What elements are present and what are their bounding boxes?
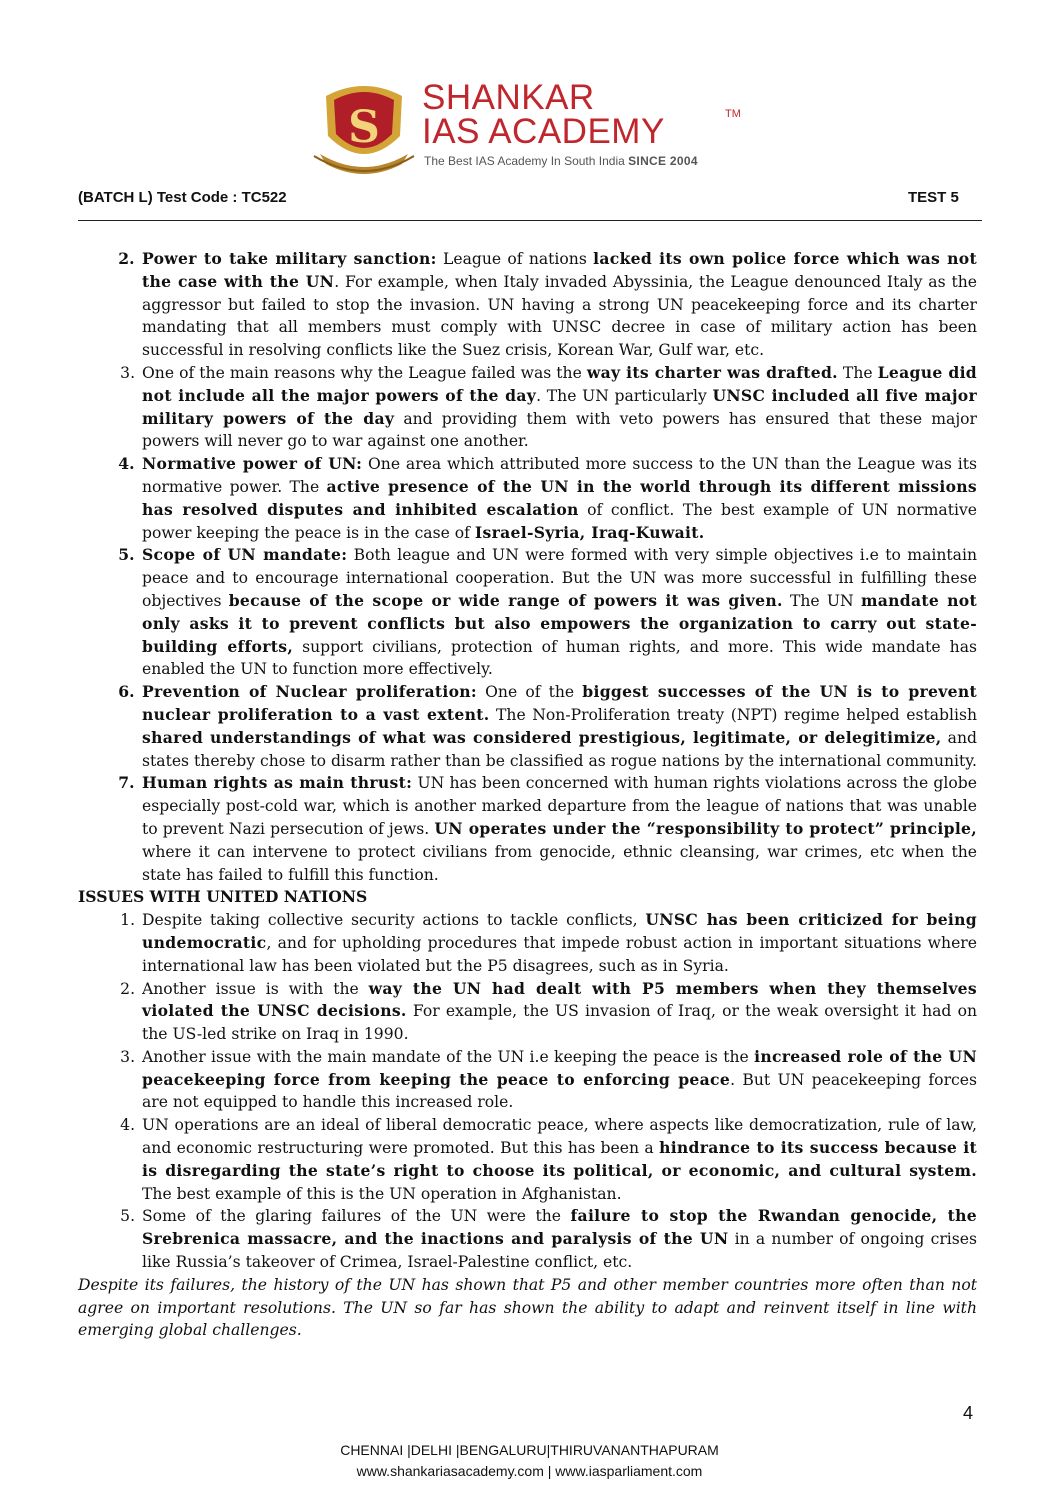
bold-text: way the UN had dealt with P5 members when they themselves violated the UNSC decisions.	[142, 978, 977, 1021]
bold-text: because of the scope or wide range of powers it was given.	[228, 590, 783, 610]
list-item	[140, 909, 977, 977]
body-text: The best example of this is the UN operation in Afghanistan.	[142, 1184, 622, 1203]
body-text: UN has been concerned with human rights violations across the globe especially post-cold war, which is another marked departure from the league of nations that was unable to prevent Nazi persecution of jews.	[142, 774, 977, 838]
bold-text: increased role of the UN peacekeeping force from keeping the peace to enforcing peace	[142, 1046, 977, 1089]
bold-text: active presence of the UN in the world through its different missions has resolved disputes and inhibited escalation	[142, 476, 977, 519]
body-text: UN operations are an ideal of liberal democratic peace, where aspects like democratization, rule of law, and economic restructuring were promoted. But this has been a	[142, 1116, 977, 1158]
body-text: One of the	[476, 683, 583, 702]
bold-text: way its charter was drafted.	[586, 362, 838, 382]
bold-text: Power to take military sanction:	[142, 249, 437, 268]
body-text: Despite taking collective security actions to tackle conflicts,	[142, 911, 646, 930]
list-item	[140, 1114, 977, 1205]
bold-text: Normative power of UN:	[142, 454, 363, 474]
brand-name-line1: SHANKAR	[422, 78, 595, 117]
body-text: . The UN particularly	[536, 386, 713, 405]
body-text: where it can intervene to protect civilians from genocide, ethnic cleansing, war crimes, etc when the state has failed to fulfill this function.	[142, 842, 977, 884]
body-text: in a number of ongoing crises like Russia’s takeover of Crimea, Israel-Palestine conflict, etc.	[142, 1230, 977, 1272]
bold-text: UNSC included all five major military powers of the day	[142, 385, 977, 428]
page-number: 4	[963, 1403, 974, 1423]
section-heading: ISSUES WITH UNITED NATIONS	[78, 887, 368, 907]
body-text: support civilians, protection of human rights, and more. This wide mandate has enabled the UN to function more effectively.	[142, 637, 977, 679]
body-text: One area which attributed more success to the UN than the League was its normative power. The	[142, 455, 977, 496]
body-text: Another issue is with the	[142, 979, 369, 998]
body-text: Both league and UN were formed with very simple objectives i.e to maintain peace and to encourage international cooperation. But the UN was more successful in fulfilling these objectives	[142, 546, 977, 610]
conclusion-paragraph: Despite its failures, the history of the UN has shown that P5 and other member countries more often than not agree on important resolutions. The UN so far has shown the ability to adapt and reinvent itself in line with emerging global challenges.	[78, 1275, 977, 1340]
list-item	[140, 248, 977, 362]
bold-text: failure to stop the Rwandan genocide, the Srebrenica massacre, and the inactions and paralysis of the UN	[142, 1206, 977, 1249]
svg-text:S: S	[348, 102, 380, 153]
bold-text: Prevention of Nuclear proliferation:	[142, 682, 477, 702]
bold-text: Israel-Syria, Iraq-Kuwait.	[474, 522, 705, 542]
list-item	[140, 362, 977, 453]
header-divider	[78, 220, 982, 221]
bold-text: mandate not only asks it to prevent conflicts but also empowers the organization to carry out state-building efforts,	[142, 590, 977, 656]
footer-websites: www.shankariasacademy.com | www.iasparliament.com	[356, 1463, 703, 1479]
body-text: Another issue with the main mandate of the UN i.e keeping the peace is the	[142, 1047, 755, 1066]
list-item	[140, 1046, 977, 1114]
bold-text: biggest successes of the UN is to prevent nuclear proliferation to a vast extent.	[142, 682, 977, 724]
bold-text: UNSC has been criticized for being undemocratic	[142, 910, 977, 952]
body-text: One of the main reasons why the League failed was the	[142, 363, 587, 382]
test-number-label: TEST 5	[908, 189, 959, 206]
academy-logo	[312, 74, 752, 182]
bold-text: UN operates under the “responsibility to protect” principle,	[434, 818, 977, 838]
body-text: For example, the US invasion of Iraq, or the weak oversight it had on the US-led strike on Iraq in 1990.	[142, 1002, 977, 1044]
list-item	[140, 453, 977, 544]
body-text: League of nations	[436, 250, 594, 268]
list-item	[140, 681, 977, 772]
trademark-mark: TM	[725, 108, 741, 120]
body-text: The Non-Proliferation treaty (NPT) regime helped establish	[489, 705, 978, 724]
body-text: and states thereby chose to disarm rather than be classified as rogue nations by the international community.	[142, 728, 977, 770]
bold-text: League did not include all the major powers of the day	[142, 362, 978, 405]
un-issues-list	[78, 909, 977, 1274]
list-item	[140, 772, 977, 886]
un-strengths-list	[78, 248, 977, 886]
bold-text: Scope of UN mandate:	[142, 545, 348, 565]
list-item	[140, 1205, 977, 1273]
test-code-label: (BATCH L) Test Code : TC522	[78, 189, 287, 206]
body-text: . For example, when Italy invaded Abyssinia, the League denounced Italy as the aggressor but failed to stop the invasion. UN having a strong UN peacekeeping force and its charter mandating that all members must comply with UNSC decree in case of military action has been successful in resolving conflicts like the Suez crisis, Korean War, Gulf war, etc.	[142, 272, 977, 360]
body-text: , and for upholding procedures that impede robust action in important situations where international law has been violated but the P5 disagrees, such as in Syria.	[142, 933, 977, 975]
footer-cities: CHENNAI |DELHI |BENGALURU|THIRUVANANTHAPURAM	[340, 1442, 719, 1458]
list-item	[140, 978, 977, 1046]
bold-text: hindrance to its success because it is disregarding the state’s right to choose its political, or economic, and cultural system.	[142, 1138, 977, 1180]
body-text: and providing them with veto powers has ensured that these major powers will never go to war against one another.	[142, 409, 977, 451]
brand-tagline: The Best IAS Academy In South India SINCE 2004	[424, 154, 698, 168]
list-item	[140, 544, 977, 681]
brand-name-line2: IAS ACADEMY	[422, 112, 665, 151]
bold-text: Human rights as main thrust:	[142, 773, 413, 793]
body-text: of conflict. The best example of UN normative power keeping the peace is in the case of	[142, 500, 977, 542]
body-text: Some of the glaring failures of the UN were the	[142, 1207, 571, 1226]
page-body	[78, 248, 977, 1342]
body-text: . But UN peacekeeping forces are not equipped to handle this increased role.	[142, 1070, 977, 1112]
body-text: The	[837, 363, 878, 382]
bold-text: lacked its own police force which was not the case with the UN	[142, 249, 977, 291]
body-text: The UN	[782, 591, 861, 610]
academy-emblem-icon	[312, 76, 416, 180]
bold-text: shared understandings of what was considered prestigious, legitimate, or delegitimize,	[142, 727, 942, 747]
